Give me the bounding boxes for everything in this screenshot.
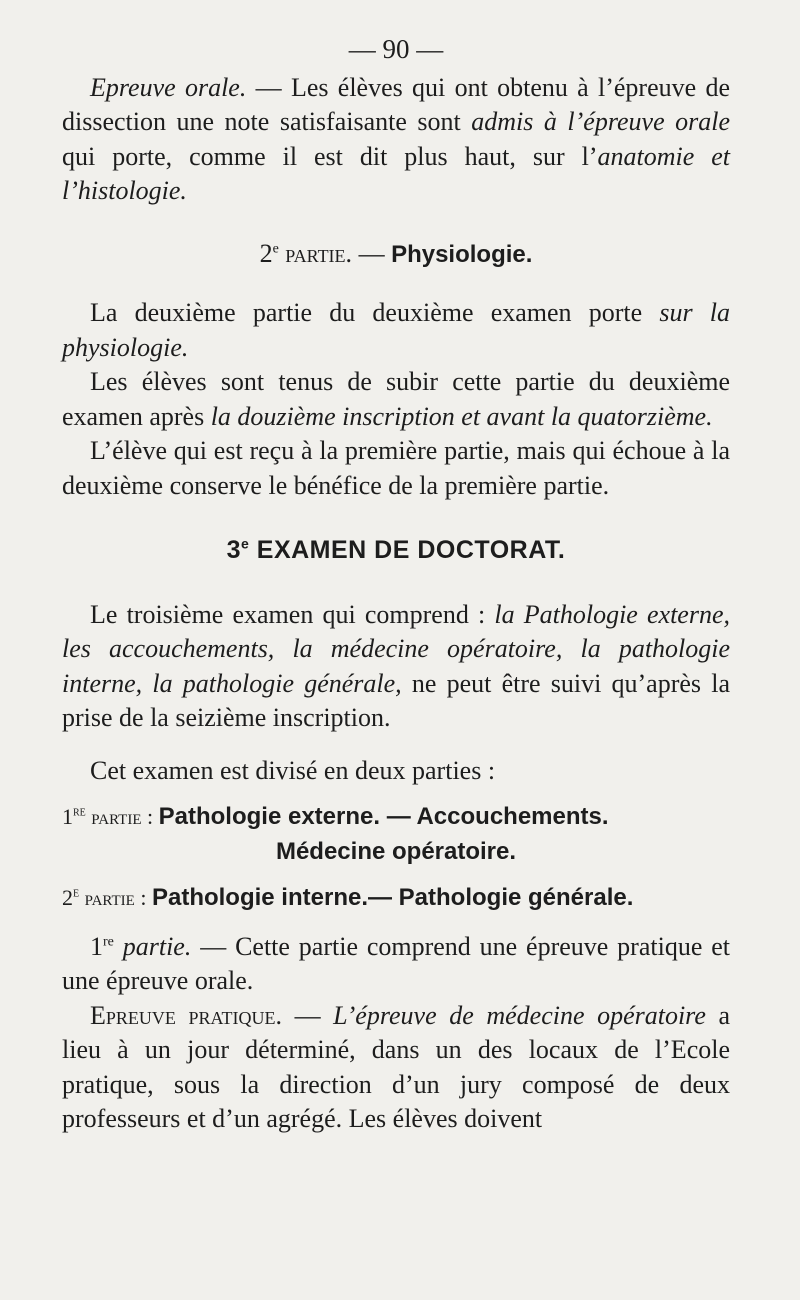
partie-1-line: 1re partie : Pathologie externe. — Accouchements. Médecine opératoire.: [62, 803, 609, 865]
paragraph-division: Cet examen est divisé en deux parties :: [90, 755, 496, 785]
paragraph-benefice: L’élève qui est reçu à la première partie, mais qui échoue à la deuxième conserve le bénéfice de la première partie.: [62, 436, 730, 500]
paragraph-epreuve-orale: Epreuve orale. — Les élèves qui ont obtenu à l’épreuve de dissection une note satisfaisante sont admis à l’épreuve orale qui porte, comme il est dit plus haut, sur l’anatomie et l’histologie.: [62, 72, 731, 205]
partie-2-line: 2e partie : Pathologie interne.— Pathologie générale.: [62, 884, 634, 911]
paragraph-premiere-partie: 1re partie. — Cette partie comprend une épreuve pratique et une épreuve orale.: [62, 931, 730, 995]
paragraph-epreuve-pratique: Epreuve pratique. — L’épreuve de médecine opératoire a lieu à un jour déterminé, dans un des locaux de l’Ecole pratique, sous la direction d’un jury composé de deux professeurs et d’un agrégé. Les élèves doivent: [62, 1000, 731, 1133]
paragraph-inscription: Les élèves sont tenus de subir cette partie du deuxième examen après la douzième inscription et avant la quatorzième.: [62, 367, 730, 431]
inline-label: Epreuve orale.: [90, 72, 247, 102]
parties-list: [62, 800, 730, 916]
paragraph-physiologie: La deuxième partie du deuxième examen porte sur la physiologie.: [62, 298, 730, 362]
exam-heading: 3e EXAMEN DE DOCTORAT.: [226, 535, 566, 564]
page-number: — 90 —: [348, 34, 444, 64]
section-heading-physiologie: 2e partie. — Physiologie.: [259, 238, 533, 268]
inline-label: Epreuve pratique.: [90, 1000, 282, 1030]
paragraph-troisieme-examen: Le troisième examen qui comprend : la Pathologie externe, les accouchements, la médecine opératoire, la pathologie interne, la pathologie générale, ne peut être suivi qu’après la prise de la seizième inscription.: [62, 599, 731, 732]
